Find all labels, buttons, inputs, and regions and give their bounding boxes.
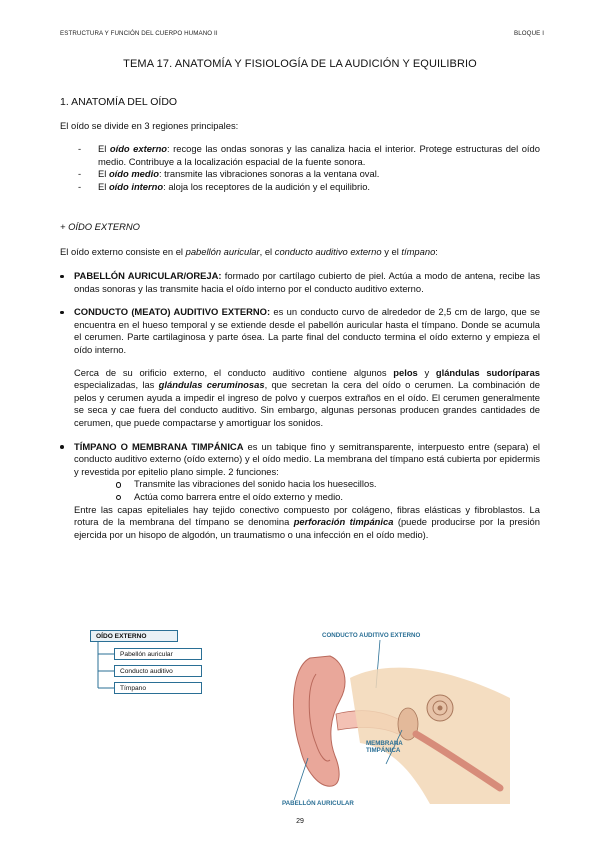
conducto-paragraph-2: Cerca de su orificio externo, el conducto auditivo contiene algunos pelos y glándulas sudoríparas especializadas, las glándulas ceruminosas, que secretan la cera del oído o cerumen. La combinación de pelos y cerumen ayuda a impedir el ingreso de polvo y cuerpos extraños en el oído. El cerumen generalmente se seca y cae fuera del conducto auditivo. Sin embargo, algunas personas producen grandes cantidades de cerumen, que puede compactarse y amortiguar los sonidos.: [74, 366, 541, 428]
label-membrana-timpanica: [366, 740, 403, 754]
list-item: Transmite las vibraciones del sonido hacia los huesecillos.: [116, 478, 540, 491]
timpano-paragraph-2: Entre las capas epiteliales hay tejido conectivo compuesto por colágeno, fibras elásticas y fibroblastos. La rotura de la membrana del tímpano se denomina perforación timpánica (puede producirse por la presión ejercida por un hisopo de algodón, un traumatismo o una infección en el oído medio).: [74, 503, 540, 540]
running-header-left: ESTRUCTURA Y FUNCIÓN DEL CUERPO HUMANO II: [60, 30, 218, 37]
page-number: 29: [296, 818, 304, 825]
running-header-right: BLOQUE I: [514, 30, 545, 37]
external-ear-diagram: [90, 630, 210, 700]
ear-anatomy-figure: [280, 628, 520, 814]
bullet-list: [60, 270, 540, 541]
list-item: - El oído interno: aloja los receptores de la audición y el equilibrio.: [78, 181, 540, 194]
diagram-node: Tímpano: [114, 682, 202, 694]
list-item: - El oído medio: transmite las vibraciones sonoras a la ventana oval.: [78, 168, 540, 181]
page-title: TEMA 17. ANATOMÍA Y FISIOLOGÍA DE LA AUDICIÓN Y EQUILIBRIO: [123, 58, 477, 70]
diagram-node: Conducto auditivo: [114, 665, 202, 677]
section-heading: 1. ANATOMÍA DEL OÍDO: [60, 96, 178, 108]
list-item: - El oído externo: recoge las ondas sonoras y las canaliza hacia el interior. Protege estructuras del oído medio. Contribuye a la localización espacial de la fuente sonora.: [78, 143, 540, 168]
bullet-conducto: CONDUCTO (MEATO) AUDITIVO EXTERNO: es un conducto curvo de alrededor de 2,5 cm de largo, que se encuentra en el hueso temporal y se extiende desde el pabellón auricular hasta el tímpano. Donde se acumula el cerumen. Parte cartilaginosa y parte ósea. La parte final del conducto termina el oído externo y empieza el oído interno. Cerca de su orificio externo, el conducto auditivo contiene algunos pelos y glándulas sudoríparas especializadas, las glándulas ceruminosas, que secretan la cera del oído o cerumen. La combinación de pelos y cerumen ayuda a impedir el ingreso de polvo y cuerpos extraños en el oído. El cerumen generalmente se seca y cae fuera del conducto auditivo. Sin embargo, algunas personas producen grandes cantidades de cerumen, que puede compactarse y amortiguar los sonidos.: [60, 306, 540, 429]
label-pabellon-auricular: PABELLÓN AURICULAR: [282, 800, 354, 807]
diagram-root: OÍDO EXTERNO: [90, 630, 178, 642]
section-intro: El oído se divide en 3 regiones principales:: [60, 120, 239, 131]
bullet-pabellon: PABELLÓN AURICULAR/OREJA: formado por cartílago cubierto de piel. Actúa a modo de antena, recibe las ondas sonoras y las transmite hacia el oído interno por el conducto auditivo externo.: [60, 270, 540, 295]
bullet-timpano: TÍMPANO O MEMBRANA TIMPÁNICA es un tabique fino y semitransparente, interpuesto entre (separa) el conducto auditivo externo (oído externo) y el oído medio. La membrana del tímpano está cubierta por epidermis y revestida por epitelio plano simple. 2 funciones: Transmite las vibraciones del sonido hacia los huesecillos. Actúa como barrera entre el oído externo y medio. Entre las capas epiteliales hay tejido conectivo compuesto por colágeno, fibras elásticas y fibroblastos. La rotura de la membrana del tímpano se denomina perforación timpánica (puede producirse por la presión ejercida por un hisopo de algodón, un traumatismo o una infección en el oído medio).: [60, 441, 540, 542]
list-item: Actúa como barrera entre el oído externo y medio.: [116, 491, 540, 504]
regions-list: [78, 143, 540, 193]
label-conducto-auditivo-externo: CONDUCTO AUDITIVO EXTERNO: [322, 632, 421, 639]
subsection-intro: El oído externo consiste en el pabellón auricular, el conducto auditivo externo y el tímpano:: [60, 246, 438, 257]
subsection-heading: + OÍDO EXTERNO: [60, 221, 140, 232]
label-line: TIMPÁNICA: [366, 747, 401, 754]
ear-illustration: [280, 638, 520, 804]
diagram-node: Pabellón auricular: [114, 648, 202, 660]
label-line: MEMBRANA: [366, 740, 403, 747]
functions-list: [116, 478, 540, 503]
